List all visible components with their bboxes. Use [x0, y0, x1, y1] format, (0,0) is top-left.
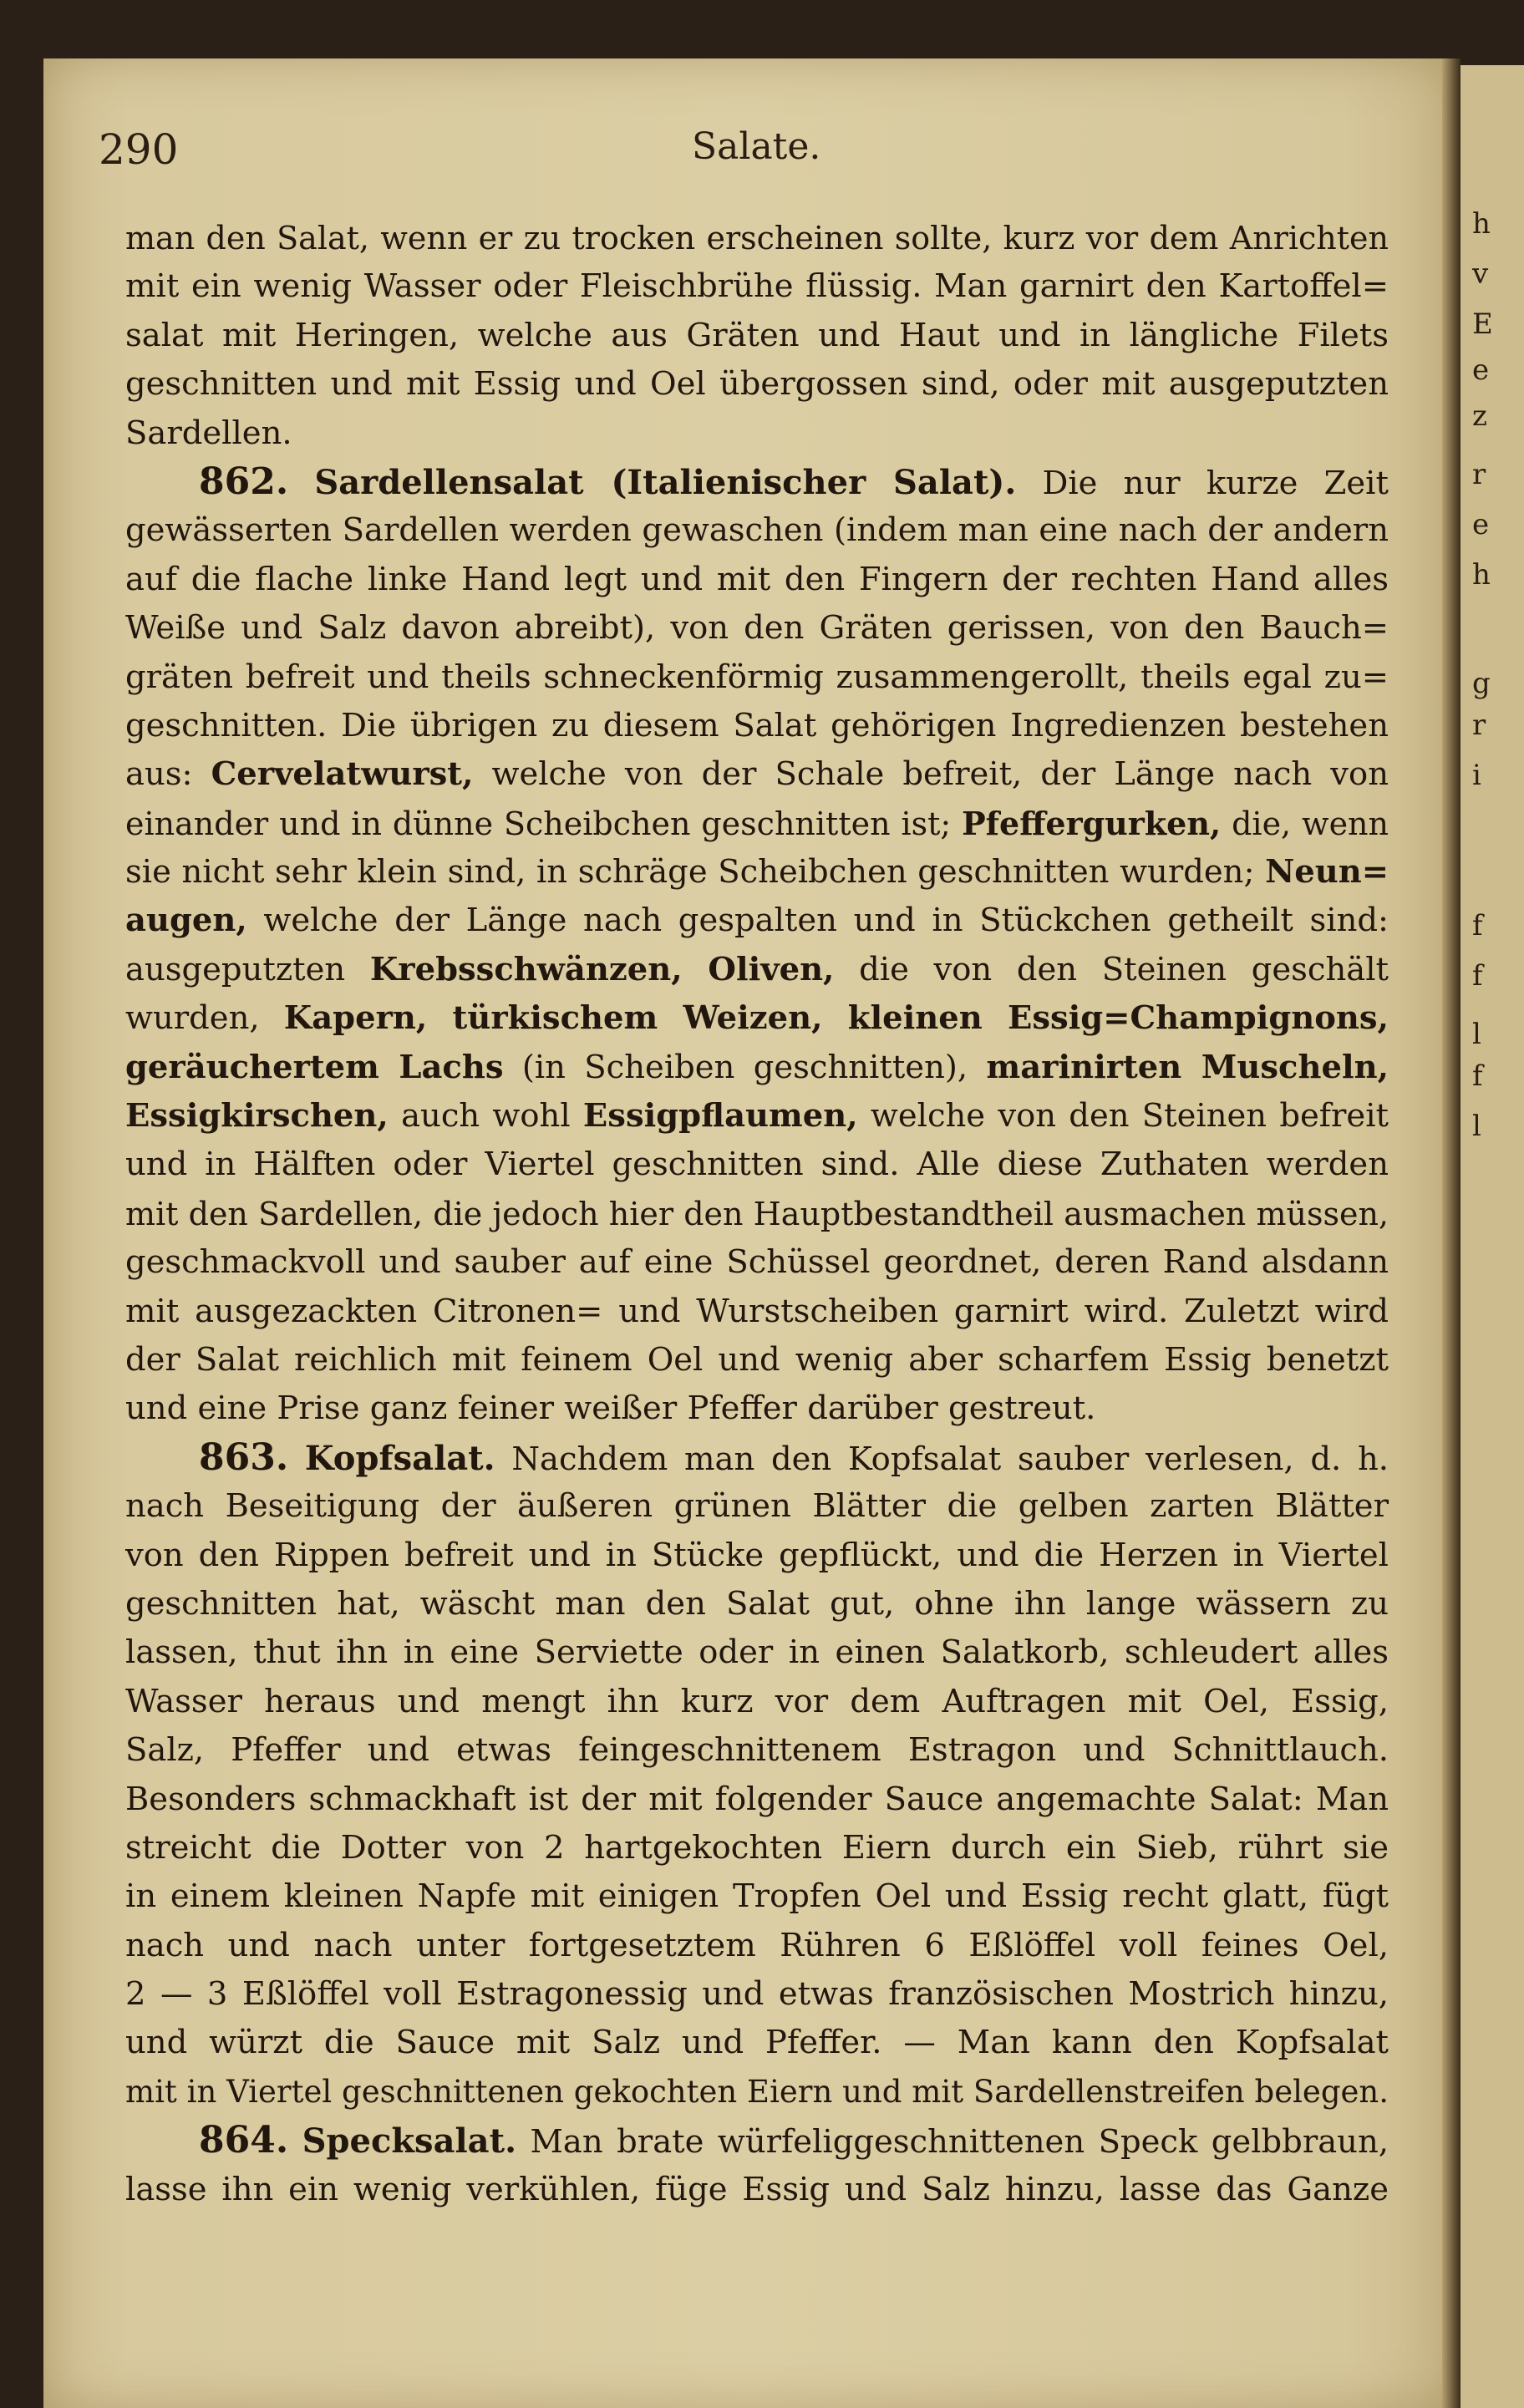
line-text: wurden, [125, 999, 284, 1038]
line-text: geschmackvoll und sauber auf eine Schüssel geordnet, deren Rand alsdann [125, 1243, 1389, 1282]
text-line [125, 1044, 1389, 1092]
text-line [125, 1190, 1389, 1238]
recipe-heading-line [125, 2116, 1389, 2165]
emphasized-term: augen, [125, 902, 247, 940]
adjacent-page-glyph: h [1472, 207, 1491, 241]
text-line [125, 506, 1389, 555]
page-number: 290 [99, 125, 179, 174]
text-line [125, 653, 1389, 702]
text-line [125, 1628, 1389, 1677]
line-text: welche von der Schale befreit, der Länge nach von [473, 755, 1389, 794]
text-line [125, 1532, 1389, 1580]
line-text: Wasser heraus und mengt ihn kurz vor dem Auftragen mit Oel, Essig, [125, 1682, 1389, 1720]
text-line [125, 1238, 1389, 1287]
emphasized-term: Pfeffergurken, [962, 804, 1222, 842]
adjacent-page-edge [1460, 65, 1524, 2408]
adjacent-page-glyph: i [1472, 759, 1481, 792]
adjacent-page-glyph: f [1472, 1059, 1483, 1093]
recipe-number: 864. [199, 2119, 289, 2162]
text-line [125, 214, 1389, 262]
text-line [125, 1092, 1389, 1140]
recipe-title: Specksalat. [302, 2121, 516, 2162]
line-text: (in Scheiben geschnitten), [503, 1048, 987, 1086]
text-line [125, 1872, 1389, 1921]
background-top [0, 0, 1524, 58]
text-line [125, 1922, 1389, 1970]
line-text: die, wenn [1221, 805, 1389, 842]
line-text: und eine Prise ganz feiner weißer Pfeffer darüber gestreut. [125, 1389, 1096, 1428]
line-text: salat mit Heringen, welche aus Gräten und Haut und in längliche Filets [125, 316, 1389, 354]
line-text: Nachdem man den Kopfsalat sauber verlesen, d. h. [511, 1440, 1389, 1478]
line-text: geschnitten. Die übrigen zu diesem Salat gehörigen Ingredienzen bestehen [125, 706, 1389, 744]
line-text: und in Hälften oder Viertel geschnitten sind. Alle diese Zuthaten werden [125, 1146, 1389, 1184]
adjacent-page-glyph: v [1472, 257, 1489, 291]
line-text: von den Rippen befreit und in Stücke gepflückt, und die Herzen in Viertel [125, 1536, 1389, 1574]
adjacent-page-glyph: f [1472, 959, 1483, 993]
adjacent-page-glyph: h [1472, 558, 1491, 592]
line-text: der Salat reichlich mit feinem Oel und wenig aber scharfem Essig benetzt [125, 1340, 1389, 1379]
line-text: auf die flache linke Hand legt und mit den Fingern der rechten Hand alles [125, 560, 1389, 598]
line-text: gräten befreit und theils schneckenförmig zusammengerollt, theils egal zu= [125, 658, 1389, 696]
recipe-heading-line [125, 458, 1389, 506]
line-text: lasse ihn ein wenig verkühlen, füge Essig und Salz hinzu, lasse das Ganze [125, 2170, 1389, 2208]
text-line [125, 1824, 1389, 1872]
text-line [125, 1384, 1389, 1433]
recipe-heading-line [125, 1434, 1389, 1482]
text-line [125, 604, 1389, 653]
line-text: mit ausgezackten Citronen= und Wurstscheiben garnirt wird. Zuletzt wird [125, 1292, 1389, 1330]
line-text: aus: [125, 755, 211, 794]
text-line [125, 2019, 1389, 2067]
adjacent-page-glyph: e [1472, 353, 1490, 387]
line-text: Man brate würfeliggeschnittenen Speck gelbbraun, [530, 2123, 1389, 2162]
recipe-number: 862. [199, 460, 289, 503]
emphasized-term: Cervelatwurst, [211, 755, 474, 794]
line-text: gewässerten Sardellen werden gewaschen (indem man eine nach der andern [125, 511, 1389, 550]
adjacent-page-glyph: r [1472, 458, 1486, 491]
text-line [125, 994, 1389, 1043]
text-line [125, 750, 1389, 799]
line-text: Salz, Pfeffer und etwas feingeschnittenem Estragon und Schnittlauch. [125, 1731, 1389, 1770]
text-line [125, 1482, 1389, 1531]
text-line [125, 1726, 1389, 1775]
line-text: nach und nach unter fortgesetztem Rühren 6 Eßlöffel voll feines Oel, [125, 1926, 1389, 1964]
adjacent-page-glyph: z [1472, 399, 1487, 433]
adjacent-page-glyph: r [1472, 709, 1486, 742]
line-text: auch wohl [388, 1097, 583, 1135]
line-text: streicht die Dotter von 2 hartgekochten Eiern durch ein Sieb, rührt sie [125, 1828, 1389, 1867]
emphasized-term: Kapern, türkischem Weizen, kleinen Essig=Champignons, [283, 999, 1389, 1038]
line-text: 2 — 3 Eßlöffel voll Estragonessig und etwas französischen Mostrich hinzu, [125, 1975, 1389, 2014]
text-line [125, 800, 1389, 848]
text-line [125, 556, 1389, 604]
text-line [125, 1140, 1389, 1189]
text-line [125, 897, 1389, 945]
text-line [125, 2068, 1389, 2116]
line-text: und würzt die Sauce mit Salz und Pfeffer. — Man kann den Kopfsalat [125, 2024, 1389, 2062]
line-text: ausgeputzten [125, 950, 370, 988]
text-line [125, 1336, 1389, 1384]
line-text: Besonders schmackhaft ist der mit folgender Sauce angemachte Salat: Man [125, 1780, 1389, 1818]
line-text: geschnitten und mit Essig und Oel übergossen sind, oder mit ausgeputzten [125, 365, 1389, 404]
line-text: die von den Steinen geschält [834, 950, 1389, 988]
recipe-title: Kopfsalat. [304, 1438, 495, 1478]
adjacent-page-glyph: E [1472, 307, 1493, 341]
text-line [125, 2166, 1389, 2214]
text-line [125, 848, 1389, 897]
text-line [125, 1678, 1389, 1726]
emphasized-term: Neun= [1265, 853, 1389, 892]
recipe-title: Sardellensalat (Italienischer Salat). [314, 462, 1017, 502]
emphasized-term: Essigpflaumen, [582, 1097, 858, 1135]
adjacent-page-glyph: e [1472, 508, 1490, 541]
line-text: mit den Sardellen, die jedoch hier den Hauptbestandtheil ausmachen müssen, [125, 1195, 1389, 1232]
text-line [125, 702, 1389, 750]
line-text: lassen, thut ihn in eine Serviette oder in einen Salatkorb, schleudert alles [125, 1633, 1389, 1672]
text-line [125, 946, 1389, 994]
body-text [125, 214, 1389, 2214]
adjacent-page-glyph: l [1472, 1110, 1481, 1143]
line-text: Die nur kurze Zeit [1042, 464, 1389, 502]
adjacent-page-glyph: f [1472, 909, 1483, 942]
emphasized-term: geräuchertem Lachs [125, 1048, 504, 1086]
text-line [125, 409, 1389, 458]
adjacent-page-glyph: l [1472, 1018, 1481, 1051]
line-text: einander und in dünne Scheibchen geschnitten ist; [125, 805, 963, 842]
emphasized-term: marinirten Muscheln, [986, 1048, 1389, 1086]
emphasized-term: Essigkirschen, [125, 1097, 389, 1135]
line-text: man den Salat, wenn er zu trocken erscheinen sollte, kurz vor dem Anrichten [125, 220, 1389, 257]
text-line [125, 312, 1389, 360]
text-line [125, 360, 1389, 409]
running-head: Salate. [692, 125, 821, 168]
line-text: Sardellen. [125, 414, 292, 452]
text-line [125, 1970, 1389, 2019]
line-text: in einem kleinen Napfe mit einigen Tropfen Oel und Essig recht glatt, fügt [125, 1877, 1389, 1916]
text-line [125, 1580, 1389, 1628]
adjacent-page-glyph: g [1472, 667, 1491, 700]
line-text: Weiße und Salz davon abreibt), von den Gräten gerissen, von den Bauch= [125, 609, 1389, 648]
line-text: welche der Länge nach gespalten und in Stückchen getheilt sind: [246, 902, 1389, 940]
book-gutter [1442, 58, 1460, 2408]
text-line [125, 262, 1389, 311]
line-text: geschnitten hat, wäscht man den Salat gut, ohne ihn lange wässern zu [125, 1584, 1389, 1623]
line-text: nach Beseitigung der äußeren grünen Blätter die gelben zarten Blätter [125, 1487, 1389, 1526]
recipe-number: 863. [199, 1435, 289, 1479]
emphasized-term: Krebsschwänzen, Oliven, [369, 950, 835, 988]
line-text: mit ein wenig Wasser oder Fleischbrühe flüssig. Man garnirt den Kartoffel= [125, 267, 1389, 306]
line-text: mit in Viertel geschnittenen gekochten Eiern und mit Sardellenstreifen belegen. [125, 2073, 1389, 2110]
line-text: welche von den Steinen befreit [857, 1097, 1389, 1135]
text-line [125, 1776, 1389, 1824]
text-line [125, 1288, 1389, 1336]
line-text: sie nicht sehr klein sind, in schräge Scheibchen geschnitten wurden; [125, 853, 1266, 892]
